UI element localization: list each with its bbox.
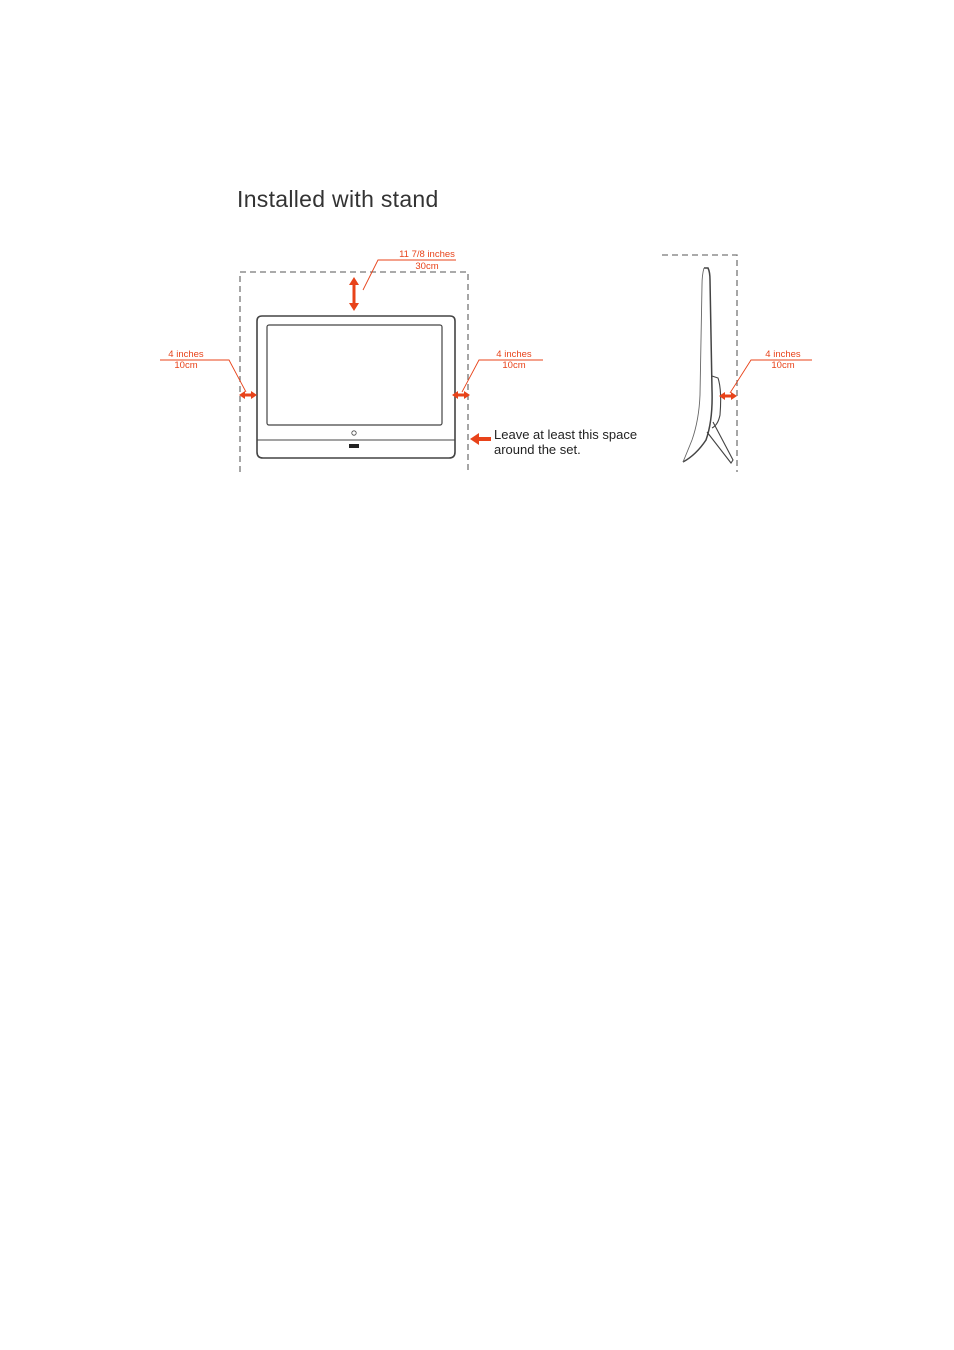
side-monitor-back [683, 268, 704, 462]
monitor-screen [267, 325, 442, 425]
top-clearance-imperial: 11 7/8 inches [399, 249, 455, 260]
side-stand-hinge [712, 376, 721, 428]
right-clearance-imperial: 4 inches [496, 349, 532, 360]
left-clearance-imperial: 4 inches [168, 349, 204, 360]
rear-clearance-imperial: 4 inches [765, 349, 801, 360]
rear-clearance-metric: 10cm [771, 360, 795, 371]
top-leader-line [363, 260, 456, 290]
left-leader-line [160, 360, 246, 392]
brand-logo [349, 444, 359, 448]
top-clearance-arrow [349, 277, 359, 311]
right-clearance-metric: 10cm [502, 360, 526, 371]
note-line-2: around the set. [494, 442, 581, 457]
left-clearance-arrow [239, 391, 257, 399]
left-clearance-metric: 10cm [174, 360, 198, 371]
front-view [160, 249, 637, 472]
side-clearance-boundary [662, 255, 737, 472]
page-title: Installed with stand [237, 186, 439, 212]
rear-clearance-arrow [719, 392, 737, 400]
top-clearance-metric: 30cm [415, 261, 439, 272]
note-line-1: Leave at least this space [494, 427, 638, 442]
side-stand-leg [707, 422, 733, 463]
side-view [662, 255, 812, 472]
note-arrow [470, 433, 491, 445]
